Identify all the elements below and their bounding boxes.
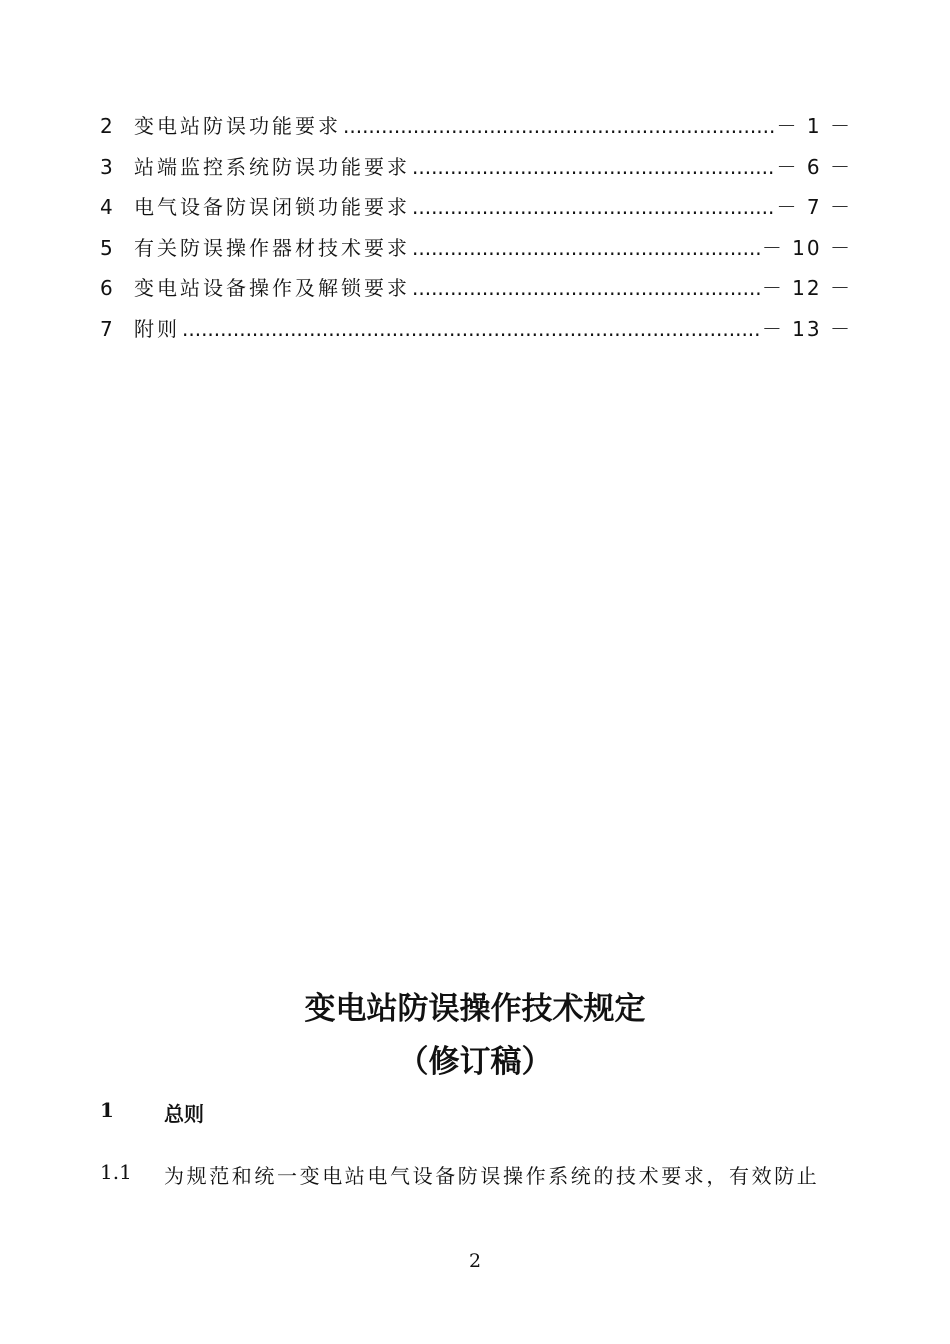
toc-entry-page: － 7 － (776, 195, 852, 219)
toc-entry-page: － 6 － (776, 154, 852, 179)
toc-entry-number: 7 (100, 316, 116, 341)
toc-entry-number: 4 (100, 195, 116, 219)
toc-entry-page: － 1 － (776, 114, 852, 138)
toc-entry-title: 站端监控系统防误功能要求 (134, 154, 410, 179)
toc-entry-number: 6 (100, 276, 116, 300)
toc-entry[interactable] (100, 272, 852, 313)
toc-leader-dots (412, 195, 775, 219)
toc-entry-title: 电气设备防误闭锁功能要求 (134, 195, 410, 219)
toc-entry[interactable] (100, 151, 852, 192)
toc-entry[interactable] (100, 191, 852, 232)
page-number: 2 (468, 1250, 482, 1272)
paragraph-number: 1.1 (100, 1160, 132, 1184)
toc-entry-title: 变电站防误功能要求 (134, 114, 341, 138)
toc-entry-number: 2 (100, 114, 116, 138)
section-number: 1 (100, 1098, 114, 1122)
toc-leader-dots (412, 276, 760, 300)
toc-entry-title: 附则 (134, 316, 180, 341)
toc-entry[interactable] (100, 232, 852, 273)
toc-entry-title: 有关防误操作器材技术要求 (134, 235, 410, 260)
toc-entry[interactable] (100, 313, 852, 354)
document-subtitle: （修订稿） (397, 1044, 553, 1080)
toc-entry-number: 3 (100, 154, 116, 179)
toc-leader-dots (182, 317, 760, 341)
toc-entry-page: － 13 － (761, 316, 852, 341)
toc-leader-dots (412, 155, 775, 179)
paragraph-text: 为规范和统一变电站电气设备防误操作系统的技术要求，有效防止 (164, 1164, 820, 1188)
toc-entry[interactable] (100, 110, 852, 151)
table-of-contents (100, 110, 852, 353)
toc-entry-page: － 12 － (761, 276, 852, 300)
section-heading (100, 1098, 204, 1127)
document-title: 变电站防误操作技术规定 (304, 991, 646, 1027)
toc-entry-title: 变电站设备操作及解锁要求 (134, 276, 410, 300)
toc-entry-page: － 10 － (761, 235, 852, 260)
section-title: 总则 (164, 1102, 204, 1126)
toc-leader-dots (343, 114, 775, 138)
toc-entry-number: 5 (100, 235, 116, 260)
paragraph (100, 1160, 860, 1189)
toc-leader-dots (412, 236, 760, 260)
